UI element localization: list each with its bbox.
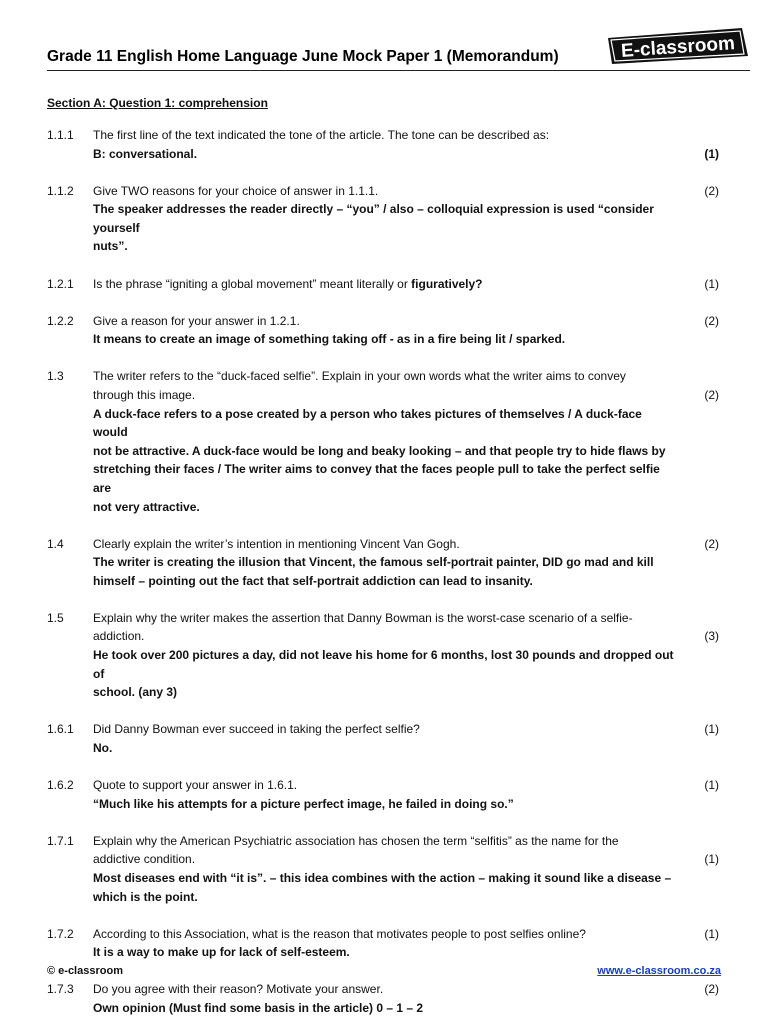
- question-item: [47, 925, 719, 962]
- answer-line-text: not very attractive.: [93, 499, 200, 514]
- marks-label: (2): [704, 536, 719, 551]
- footer-copyright: © e-classroom: [47, 965, 123, 977]
- question-body: [93, 776, 719, 813]
- footer-url-link[interactable]: www.e-classroom.co.za: [597, 965, 721, 977]
- answer-line-text: “Much like his attempts for a picture perfect image, he failed in doing so.”: [93, 796, 514, 811]
- question-number: 1.4: [47, 536, 64, 551]
- marks-label: (3): [704, 629, 719, 644]
- marks-label: (1): [704, 276, 719, 291]
- question-line: [93, 275, 719, 294]
- answer-line: [93, 739, 719, 758]
- answer-line: [93, 795, 719, 814]
- question-line-text: The writer refers to the “duck-faced selfie”. Explain in your own words what the writer aims to convey: [93, 369, 626, 384]
- question-line: [93, 832, 719, 851]
- question-body: [93, 609, 719, 702]
- question-number: 1.6.2: [47, 778, 74, 793]
- question-number: 1.5: [47, 610, 64, 625]
- answer-line: [93, 145, 719, 164]
- marks-label: (2): [704, 313, 719, 328]
- marks-label: (1): [704, 146, 719, 161]
- question-line: [93, 776, 719, 795]
- marks-label: (1): [704, 722, 719, 737]
- answer-line: [93, 943, 719, 962]
- question-body: [93, 535, 719, 591]
- answer-line-text: not be attractive. A duck-face would be long and beaky looking – and that people try to hide flaws by: [93, 443, 666, 458]
- answer-line: [93, 460, 719, 497]
- question-item: [47, 720, 719, 757]
- question-line-text: through this image.: [93, 387, 196, 402]
- answer-line-text: It is a way to make up for lack of self-esteem.: [93, 945, 350, 960]
- page-title: Grade 11 English Home Language June Mock Paper 1 (Memorandum): [47, 48, 559, 65]
- question-text-emphasis: figuratively?: [411, 276, 483, 291]
- question-line: [93, 126, 719, 145]
- answer-line-text: himself – pointing out the fact that self-portrait addiction can lead to insanity.: [93, 573, 533, 588]
- question-body: [93, 367, 719, 516]
- question-item: [47, 832, 719, 906]
- question-line: [93, 535, 719, 554]
- answer-line: [93, 999, 719, 1018]
- answer-line-text: nuts”.: [93, 239, 128, 254]
- question-item: [47, 126, 719, 163]
- question-body: [93, 126, 719, 163]
- answer-line: [93, 498, 719, 517]
- question-line: [93, 980, 719, 999]
- answer-line: [93, 869, 719, 888]
- question-item: [47, 275, 719, 294]
- answer-line-text: It means to create an image of something taking off - as in a fire being lit / sparked.: [93, 332, 566, 347]
- answer-line-text: A duck-face refers to a pose created by a person who takes pictures of themselves / A duck-face would: [93, 406, 642, 440]
- answer-line-text: which is the point.: [93, 889, 198, 904]
- answer-line-text: stretching their faces / The writer aims to convey that the faces people pull to take the perfect selfie are: [93, 462, 660, 495]
- question-number: 1.2.2: [47, 313, 74, 328]
- question-number: 1.2.1: [47, 276, 74, 291]
- question-number: 1.6.1: [47, 722, 74, 737]
- question-line: [93, 367, 719, 386]
- marks-label: (2): [704, 183, 719, 198]
- question-item: [47, 609, 719, 702]
- question-number: 1.1.1: [47, 128, 74, 142]
- answer-line: [93, 646, 719, 683]
- question-line-text: According to this Association, what is the reason that motivates people to post selfies online?: [93, 926, 586, 941]
- section-heading: Section A: Question 1: comprehension: [47, 96, 268, 110]
- question-line-text: Explain why the writer makes the assertion that Danny Bowman is the worst-case scenario of a selfie-: [93, 610, 633, 625]
- header-divider: [47, 70, 750, 71]
- question-line-text: The first line of the text indicated the tone of the article. The tone can be described as:: [93, 128, 550, 142]
- question-body: [93, 720, 719, 757]
- answer-line: [93, 405, 719, 442]
- questions-list: [47, 126, 719, 1036]
- question-line: [93, 720, 719, 739]
- answer-line: [93, 330, 719, 349]
- question-line: [93, 609, 719, 628]
- question-line: [93, 182, 719, 201]
- marks-label: (1): [704, 778, 719, 793]
- question-line: [93, 312, 719, 331]
- question-body: [93, 182, 719, 256]
- question-item: [47, 312, 719, 349]
- logo-text: E-classroom: [620, 33, 736, 62]
- question-line: [93, 386, 719, 405]
- question-line-text: Give a reason for your answer in 1.2.1.: [93, 313, 300, 328]
- question-number: 1.1.2: [47, 183, 74, 198]
- question-line-text: Explain why the American Psychiatric association has chosen the term “selfitis” as the name for the: [93, 833, 619, 848]
- marks-label: (2): [704, 387, 719, 402]
- answer-line: [93, 572, 719, 591]
- answer-line-text: No.: [93, 740, 113, 755]
- question-line-text: Did Danny Bowman ever succeed in taking the perfect selfie?: [93, 722, 420, 737]
- question-body: [93, 275, 719, 294]
- page-header: [47, 33, 750, 76]
- question-line-text: addiction.: [93, 629, 145, 644]
- question-line: [93, 925, 719, 944]
- question-item: [47, 182, 719, 256]
- answer-line-text: B: conversational.: [93, 146, 198, 161]
- question-number: 1.7.3: [47, 982, 74, 997]
- question-text: Is the phrase “igniting a global movement” meant literally or: [93, 276, 412, 291]
- answer-line: [93, 200, 719, 237]
- answer-line-text: The speaker addresses the reader directly – “you” / also – colloquial expression is used “consider yourself: [93, 202, 654, 235]
- question-item: [47, 776, 719, 813]
- answer-line-text: The writer is creating the illusion that Vincent, the famous self-portrait painter, DID go mad and kill: [93, 555, 654, 570]
- answer-line: [93, 553, 719, 572]
- marks-label: (2): [704, 982, 719, 997]
- question-body: [93, 832, 719, 906]
- answer-line: [93, 237, 719, 256]
- question-body: [93, 312, 719, 349]
- question-number: 1.7.1: [47, 833, 74, 848]
- answer-line-text: Most diseases end with “it is”. – this idea combines with the action – making it sound like a disease –: [93, 870, 672, 885]
- question-line-text: Do you agree with their reason? Motivate your answer.: [93, 982, 384, 997]
- question-item: [47, 535, 719, 591]
- marks-label: (1): [704, 852, 719, 867]
- question-item: [47, 980, 719, 1017]
- question-body: [93, 925, 719, 962]
- question-number: 1.7.2: [47, 926, 74, 941]
- question-line: [93, 627, 719, 646]
- answer-line-text: school. (any 3): [93, 685, 178, 700]
- question-line-text: Quote to support your answer in 1.6.1.: [93, 778, 298, 793]
- question-line-text: Clearly explain the writer’s intention in mentioning Vincent Van Gogh.: [93, 536, 460, 551]
- question-line-text: Give TWO reasons for your choice of answer in 1.1.1.: [93, 183, 379, 198]
- answer-line: [93, 442, 719, 461]
- answer-line-text: He took over 200 pictures a day, did not leave his home for 6 months, lost 30 pounds and dropped out of: [93, 648, 674, 681]
- question-line: [93, 850, 719, 869]
- question-line-text: addictive condition.: [93, 852, 196, 867]
- question-number: 1.3: [47, 369, 64, 384]
- e-classroom-logo: [602, 26, 750, 66]
- question-item: [47, 367, 719, 516]
- answer-line-text: Own opinion (Must find some basis in the article) 0 – 1 – 2: [93, 1000, 424, 1015]
- marks-label: (1): [704, 926, 719, 941]
- answer-line: [93, 683, 719, 702]
- question-body: [93, 980, 719, 1017]
- answer-line: [93, 888, 719, 907]
